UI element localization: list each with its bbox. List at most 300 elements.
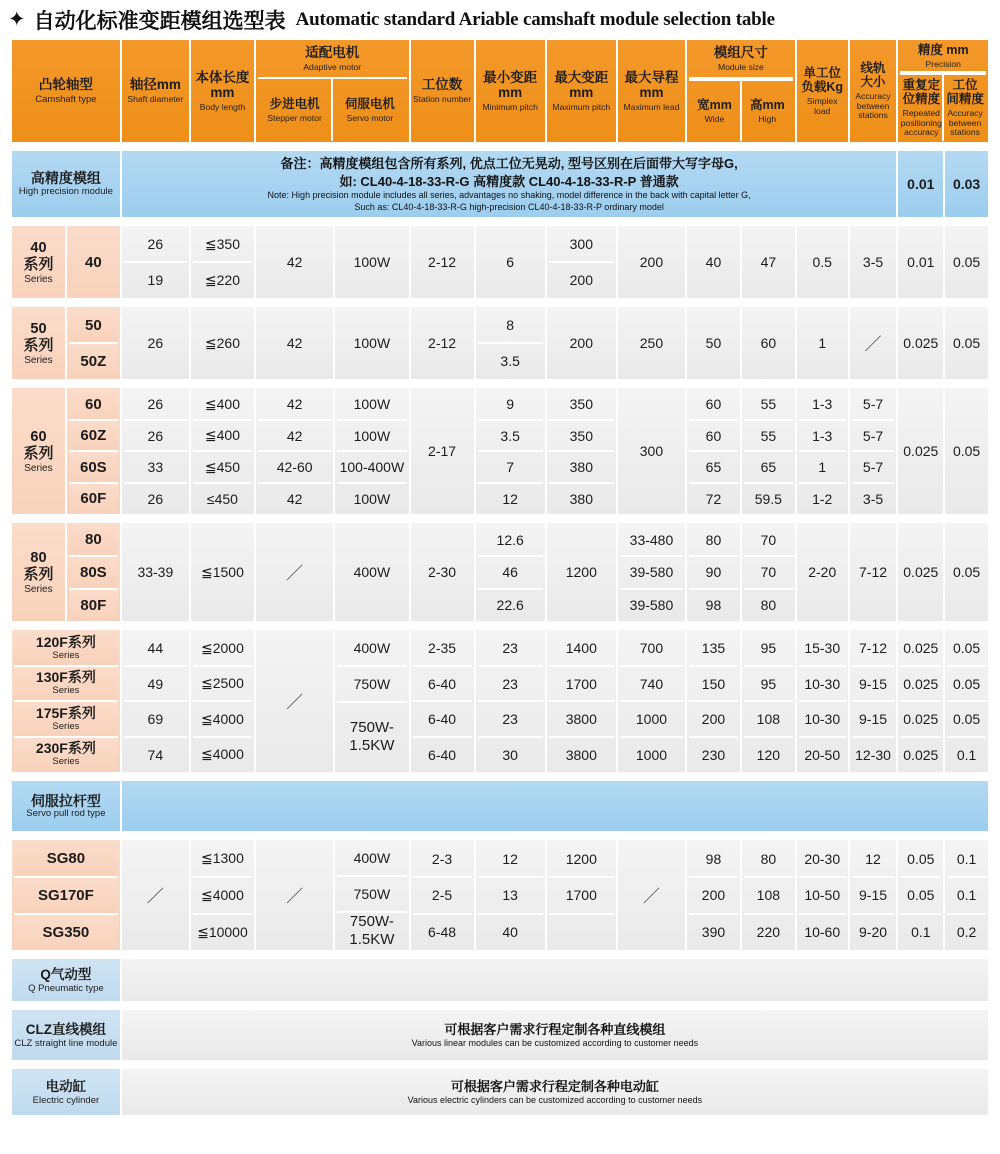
series-60-maximum-pitch-1: 350	[569, 396, 593, 413]
series-sg-wide	[687, 840, 740, 950]
series-50-rail-size	[850, 307, 897, 379]
note-en-line1: Note: High precision module includes all series, advantages no shaking, model difference in the back with capital letter G,	[267, 190, 751, 201]
page-title	[0, 0, 1000, 40]
series-40-num: 40	[30, 239, 47, 256]
series-f-station-number	[411, 630, 474, 772]
series-60-high-2: 55	[744, 419, 793, 451]
series-60-stepper-motor	[256, 388, 333, 514]
series-sg-model-3: SG350	[14, 913, 118, 950]
series-80-maximum-lead	[618, 523, 685, 621]
header-camshaft-type	[12, 40, 120, 142]
series-60-num: 60	[30, 428, 47, 445]
cylinder-row	[12, 1069, 988, 1115]
series-60-simplex-load-4: 1-2	[799, 482, 846, 514]
series-60-minimum-pitch	[476, 388, 545, 514]
header-abs-cn2: 间精度	[946, 92, 984, 107]
series-80-model-1: 80	[69, 524, 118, 555]
series-60-stepper-motor-1: 42	[286, 396, 303, 413]
series-60-shaft-diameter	[122, 388, 189, 514]
header-repeated-positioning-accuracy	[900, 75, 944, 141]
series-80-wide-2: 90	[689, 555, 738, 588]
pneumatic-body	[122, 959, 988, 1001]
series-f-rpa-1: 0.025	[903, 640, 939, 657]
series-f-label-3-en: Series	[52, 720, 80, 732]
series-sg-station-number-3: 6-48	[413, 913, 472, 950]
series-60-en: Series	[24, 462, 53, 474]
series-80-stepper-motor	[256, 523, 333, 621]
series-80-body-length: ≦1500	[191, 523, 254, 621]
pneumatic-label-en: Q Pneumatic type	[28, 982, 104, 994]
series-f-abs	[945, 630, 988, 772]
header-simplex-load-en: Simplex load	[806, 95, 838, 116]
series-80-shaft-diameter: 33-39	[122, 523, 189, 621]
series-40-body-length-2: ≦220	[193, 261, 252, 297]
series-60-stepper-motor-2: 42	[258, 419, 331, 451]
series-f-label-2-cn: 130F系列	[35, 669, 96, 686]
series-80-cn: 系列	[23, 566, 54, 584]
series-sg-maximum-pitch-2: 1700	[549, 876, 614, 913]
series-f-high-4: 120	[744, 736, 793, 772]
header-maximum-lead-cn: 最大导程	[624, 69, 679, 85]
series-sg-station-number-2: 2-5	[413, 876, 472, 913]
series-40-model: 40	[67, 226, 120, 298]
series-80-en: Series	[24, 583, 53, 595]
series-50-en: Series	[24, 354, 53, 366]
series-60-shaft-diameter-4: 26	[124, 482, 187, 514]
series-sg-body-length-2: ≦4000	[193, 876, 252, 913]
series-80-high-1: 70	[760, 531, 777, 548]
series-60-models	[67, 388, 120, 514]
series-60-body-length-3: ≦450	[193, 450, 252, 482]
header-station-number	[411, 40, 474, 142]
series-60-shaft-diameter-3: 33	[124, 450, 187, 482]
series-60-station-number: 2-17	[411, 388, 474, 514]
series-f-station-number-1: 2-35	[428, 640, 457, 657]
series-50-minimum-pitch	[476, 307, 545, 379]
series-80-maximum-lead-1: 33-480	[629, 531, 674, 548]
header-rail-size-cn2: 大小	[860, 75, 886, 90]
series-40-en: Series	[24, 273, 53, 285]
series-sg-wide-2: 200	[689, 876, 738, 913]
page-title-cn: 自动化标准变距模组选型表	[33, 10, 286, 33]
header-maximum-pitch-cn: 最大变距	[554, 69, 609, 85]
header-wide-en: Wide	[704, 113, 725, 124]
series-f-abs-3: 0.05	[947, 700, 986, 736]
series-60-minimum-pitch-4: 12	[478, 482, 543, 514]
series-f-rail-size-2: 9-15	[852, 665, 895, 701]
series-50-servo-motor: 100W	[335, 307, 408, 379]
series-f-labels	[12, 630, 120, 772]
series-60-maximum-pitch-4: 380	[549, 482, 614, 514]
header-stepper-motor-en: Stepper motor	[267, 112, 322, 123]
series-80-minimum-pitch-3: 22.6	[478, 588, 543, 621]
series-f-wide-1: 135	[701, 640, 726, 657]
clz-body-cn: 可根据客户需求行程定制各种直线模组	[444, 1021, 666, 1037]
series-50-label	[12, 307, 65, 379]
series-sg-station-number	[411, 840, 474, 950]
series-60-model-2: 60Z	[69, 419, 118, 451]
series-sg-abs-3: 0.2	[947, 913, 986, 950]
series-60-servo-motor-1: 100W	[353, 396, 391, 413]
header-maximum-lead-en: Maximum lead	[623, 101, 680, 112]
series-sg-high	[742, 840, 795, 950]
high-precision-label-en: High precision module	[18, 186, 113, 198]
series-f-servo-motor-merged: 750W-1.5KW	[337, 701, 406, 771]
series-sg-servo-motor-3: 750W-1.5KW	[337, 911, 406, 949]
header-shaft-diameter-cn: 轴径mm	[129, 77, 181, 93]
series-80-maximum-lead-3: 39-580	[620, 588, 683, 621]
series-f-wide-3: 200	[689, 700, 738, 736]
series-sg-abs-1: 0.1	[956, 850, 977, 867]
slash-icon: ／	[286, 563, 304, 583]
series-sg-servo-motor-2: 750W	[337, 875, 406, 911]
series-50-wide: 50	[687, 307, 740, 379]
series-50-station-number: 2-12	[411, 307, 474, 379]
clz-row	[12, 1010, 988, 1060]
series-f-servo-motor-2: 750W	[337, 665, 406, 701]
series-60-rail-size-1: 5-7	[862, 396, 884, 413]
series-40-body-length	[191, 226, 254, 298]
series-60-model-3: 60S	[69, 450, 118, 482]
series-60-maximum-pitch-3: 380	[549, 450, 614, 482]
servo-pull-rod-label	[12, 781, 120, 831]
series-f-simplex-load-2: 10-30	[799, 665, 846, 701]
page-title-en: Automatic standard Ariable camshaft module selection table	[295, 9, 775, 30]
series-50-high: 60	[742, 307, 795, 379]
cylinder-body-en: Various electric cylinders can be customized according to customer needs	[407, 1095, 703, 1106]
series-80-minimum-pitch	[476, 523, 545, 621]
header-precision-group	[898, 40, 988, 142]
series-60-servo-motor-4: 100W	[337, 482, 406, 514]
series-50-minimum-pitch-2: 3.5	[478, 342, 543, 378]
series-sg-wide-1: 98	[705, 850, 722, 867]
series-40-rail-size: 3-5	[850, 226, 897, 298]
series-50-abs: 0.05	[945, 307, 988, 379]
pneumatic-row	[12, 959, 988, 1001]
series-sg-row	[12, 840, 988, 950]
series-f-high-1: 95	[760, 640, 777, 657]
series-60-body-length-1: ≦400	[204, 395, 240, 412]
header-simplex-load-cn: 单工位	[803, 65, 841, 80]
cylinder-body	[122, 1069, 988, 1115]
series-sg-body-length	[191, 840, 254, 950]
header-rpa-cn2: 位精度	[902, 92, 941, 107]
series-50-maximum-pitch: 200	[547, 307, 616, 379]
series-f-label-1-en: Series	[52, 649, 80, 661]
clz-label-cn: CLZ直线模组	[25, 1021, 107, 1037]
series-sg-abs	[945, 840, 988, 950]
series-80-high	[742, 523, 795, 621]
series-sg-rail-size	[850, 840, 897, 950]
header-body-length-en: Body length	[199, 101, 246, 112]
series-40-high: 47	[742, 226, 795, 298]
header-module-size-en: Module size	[717, 62, 764, 73]
series-f-label-1	[14, 631, 118, 665]
header-stepper-motor	[258, 79, 333, 141]
slash-icon: ／	[286, 692, 304, 712]
series-60-abs: 0.05	[945, 388, 988, 514]
series-f-label-2-en: Series	[52, 685, 80, 697]
series-80-wide	[687, 523, 740, 621]
header-camshaft-type-en: Camshaft type	[35, 93, 97, 105]
series-f-label-4-cn: 230F系列	[35, 740, 96, 757]
series-60-label	[12, 388, 65, 514]
high-precision-abs: 0.03	[945, 151, 988, 217]
series-sg-maximum-lead	[618, 840, 685, 950]
header-maximum-pitch-unit: mm	[569, 84, 594, 100]
series-50-minimum-pitch-1: 8	[506, 317, 515, 334]
header-station-number-en: Station number	[412, 94, 472, 105]
series-sg-simplex-load-1: 20-30	[804, 850, 841, 867]
series-f-rail-size-3: 9-15	[852, 700, 895, 736]
series-sg-rail-size-3: 9-20	[852, 913, 895, 950]
series-f-stepper-motor	[256, 630, 333, 772]
series-60-model-1: 60	[69, 389, 118, 419]
header-servo-motor	[333, 79, 406, 141]
series-60-high-1: 55	[760, 396, 777, 413]
series-50-maximum-lead: 250	[618, 307, 685, 379]
series-60-servo-motor-3: 100-400W	[337, 450, 406, 482]
note-cn-line2: 如: CL40-4-18-33-R-G 高精度款 CL40-4-18-33-R-P 普通款	[339, 173, 679, 189]
series-f-body-length-3: ≦4000	[193, 700, 252, 736]
series-sg-servo-motor	[335, 840, 408, 950]
series-60-high-3: 65	[744, 450, 793, 482]
slash-icon: ／	[642, 886, 660, 906]
series-60-rail-size-4: 3-5	[852, 482, 895, 514]
header-servo-motor-cn: 伺服电机	[344, 96, 395, 111]
header-wide-cn: 宽mm	[697, 97, 732, 112]
note-cn-line1: 备注：高精度模组包含所有系列, 优点工位无晃动, 型号区别在后面带大写字母G,	[280, 156, 738, 171]
series-60-rail-size-2: 5-7	[852, 419, 895, 451]
series-f-station-number-3: 6-40	[413, 700, 472, 736]
series-80-maximum-lead-2: 39-580	[620, 555, 683, 588]
series-80-models	[67, 523, 120, 621]
series-sg-rail-size-2: 9-15	[852, 876, 895, 913]
series-f-abs-1: 0.05	[952, 640, 981, 657]
servo-pull-rod-label-cn: 伺服拉杆型	[30, 792, 101, 809]
series-80-wide-1: 80	[705, 531, 722, 548]
series-50-rpa: 0.025	[898, 307, 943, 379]
header-abs-en: Accuracy between stations	[947, 108, 983, 138]
series-60-model-4: 60F	[69, 482, 118, 514]
series-sg-maximum-pitch	[547, 840, 616, 950]
header-body-length-unit: mm	[210, 84, 235, 100]
series-f-rpa-3: 0.025	[900, 700, 941, 736]
series-f-simplex-load-1: 15-30	[804, 640, 841, 657]
servo-pull-rod-banner	[122, 781, 988, 831]
high-precision-note	[122, 151, 897, 217]
series-40-servo-motor: 100W	[335, 226, 408, 298]
series-60-simplex-load	[797, 388, 848, 514]
series-sg-maximum-pitch-3	[549, 913, 614, 950]
series-50-shaft-diameter: 26	[122, 307, 189, 379]
header-accuracy-between-stations	[944, 75, 986, 141]
series-60-shaft-diameter-2: 26	[124, 419, 187, 451]
series-f-station-number-4: 6-40	[413, 736, 472, 772]
series-f-maximum-pitch	[547, 630, 616, 772]
high-precision-label	[12, 151, 120, 217]
header-rpa-cn: 重复定	[902, 78, 941, 93]
series-f-body-length-4: ≦4000	[193, 736, 252, 772]
series-f-rail-size	[850, 630, 897, 772]
series-80-maximum-pitch: 1200	[547, 523, 616, 621]
series-sg-model-1: SG80	[14, 841, 118, 876]
series-80-num: 80	[30, 549, 47, 566]
series-40-shaft-diameter-1: 26	[147, 236, 164, 253]
series-f-simplex-load-3: 10-30	[799, 700, 846, 736]
servo-pull-rod-label-en: Servo pull rod type	[26, 808, 106, 820]
series-sg-models	[12, 840, 120, 950]
series-50-simplex-load: 1	[797, 307, 848, 379]
series-40-body-length-1: ≦350	[204, 235, 240, 252]
header-servo-motor-en: Servo motor	[346, 112, 394, 123]
header-maximum-lead-unit: mm	[639, 84, 664, 100]
header-high-en: High	[758, 113, 777, 124]
series-f-maximum-pitch-3: 3800	[549, 700, 614, 736]
series-sg-rpa-2: 0.05	[900, 876, 941, 913]
cylinder-label	[12, 1069, 120, 1115]
series-40-minimum-pitch: 6	[476, 226, 545, 298]
series-sg-body-length-3: ≦10000	[193, 913, 252, 950]
servo-pull-rod-row	[12, 781, 988, 831]
header-rail-size-en: Accuracy between stations	[855, 91, 891, 121]
header-body-length	[191, 40, 254, 142]
series-40-rpa: 0.01	[898, 226, 943, 298]
series-f-label-4-en: Series	[52, 756, 80, 768]
series-sg-rpa-1: 0.05	[907, 850, 935, 867]
series-40-shaft-diameter	[122, 226, 189, 298]
series-f-station-number-2: 6-40	[413, 665, 472, 701]
series-f-wide-4: 230	[689, 736, 738, 772]
series-f-rpa-2: 0.025	[900, 665, 941, 701]
series-f-shaft-diameter-1: 44	[147, 640, 164, 657]
series-sg-rail-size-1: 12	[865, 850, 881, 867]
series-40-maximum-pitch	[547, 226, 616, 298]
series-60-high	[742, 388, 795, 514]
star-icon: ✦	[8, 7, 26, 31]
series-60-wide-3: 65	[689, 450, 738, 482]
clz-body-en: Various linear modules can be customized according to customer needs	[411, 1038, 699, 1049]
series-f-servo-motor	[335, 630, 408, 772]
pneumatic-label	[12, 959, 120, 1001]
series-60-rail-size-3: 5-7	[852, 450, 895, 482]
series-sg-maximum-pitch-1: 1200	[565, 850, 597, 867]
series-60-rpa: 0.025	[898, 388, 943, 514]
series-60-rail-size	[850, 388, 897, 514]
series-f-high-2: 95	[744, 665, 793, 701]
series-f-shaft-diameter-3: 69	[124, 700, 187, 736]
series-sg-body-length-1: ≦1300	[201, 850, 244, 867]
header-minimum-pitch-unit: mm	[498, 84, 523, 100]
series-80-abs: 0.05	[945, 523, 988, 621]
cylinder-label-cn: 电动缸	[45, 1078, 87, 1094]
series-60-maximum-lead: 300	[618, 388, 685, 514]
series-f-high	[742, 630, 795, 772]
series-sg-simplex-load-3: 10-60	[799, 913, 846, 950]
header-shaft-diameter	[122, 40, 189, 142]
series-f-label-1-cn: 120F系列	[35, 633, 96, 650]
series-f-maximum-pitch-2: 1700	[549, 665, 614, 701]
series-sg-rpa-3: 0.1	[900, 913, 941, 950]
series-60-simplex-load-1: 1-3	[812, 396, 833, 413]
header-maximum-pitch	[547, 40, 616, 142]
series-60-body-length-2: ≦400	[193, 419, 252, 451]
series-50-row	[12, 307, 988, 379]
header-maximum-pitch-en: Maximum pitch	[552, 101, 611, 112]
series-40-simplex-load: 0.5	[797, 226, 848, 298]
series-60-minimum-pitch-3: 7	[478, 450, 543, 482]
high-precision-rpa: 0.01	[898, 151, 943, 217]
series-80-minimum-pitch-2: 46	[478, 555, 543, 588]
series-50-num: 50	[30, 320, 47, 337]
header-rpa-en: Repeated positioning accuracy	[900, 108, 942, 138]
series-f-shaft-diameter-2: 49	[124, 665, 187, 701]
series-sg-abs-2: 0.1	[947, 876, 986, 913]
series-f-rail-size-4: 12-30	[852, 736, 895, 772]
header-precision-en: Precision	[925, 58, 961, 69]
series-80-simplex-load: 2-20	[797, 523, 848, 621]
series-f-rpa	[898, 630, 943, 772]
series-60-stepper-motor-3: 42-60	[258, 450, 331, 482]
series-50-body-length: ≦260	[191, 307, 254, 379]
series-80-row	[12, 523, 988, 621]
series-60-simplex-load-2: 1-3	[799, 419, 846, 451]
series-60-shaft-diameter-1: 26	[147, 396, 164, 413]
series-f-servo-motor-1: 400W	[353, 640, 391, 657]
clz-label-en: CLZ straight line module	[14, 1037, 118, 1049]
series-f-label-3	[14, 700, 118, 736]
series-60-high-4: 59.5	[744, 482, 793, 514]
series-80-rail-size: 7-12	[850, 523, 897, 621]
table-header-row	[12, 40, 988, 142]
series-60-cn: 系列	[23, 445, 54, 463]
header-module-size-group	[687, 40, 795, 142]
series-f-wide-2: 150	[689, 665, 738, 701]
series-f-label-2	[14, 665, 118, 701]
clz-label	[12, 1010, 120, 1060]
header-adaptive-motor-en: Adaptive motor	[303, 62, 362, 73]
series-sg-model-2: SG170F	[14, 876, 118, 913]
series-40-cn: 系列	[23, 256, 54, 274]
header-minimum-pitch	[476, 40, 545, 142]
series-50-model-2: 50Z	[69, 342, 118, 378]
series-60-wide	[687, 388, 740, 514]
series-f-row	[12, 630, 988, 772]
series-f-abs-2: 0.05	[947, 665, 986, 701]
series-f-maximum-pitch-1: 1400	[565, 640, 597, 657]
series-80-high-3: 80	[744, 588, 793, 621]
series-80-high-2: 70	[744, 555, 793, 588]
series-60-minimum-pitch-1: 9	[506, 396, 515, 413]
series-60-body-length-4: ≤450	[193, 482, 252, 514]
header-adaptive-motor-cn: 适配电机	[305, 45, 360, 61]
series-sg-rpa	[898, 840, 943, 950]
series-f-body-length-2: ≦2500	[193, 665, 252, 701]
header-high-cn: 高mm	[749, 97, 785, 112]
header-station-number-cn: 工位数	[421, 77, 463, 93]
high-precision-row	[12, 151, 988, 217]
header-minimum-pitch-cn: 最小变距	[483, 69, 538, 85]
cylinder-body-cn: 可根据客户需求行程定制各种电动缸	[450, 1078, 659, 1094]
series-sg-servo-motor-1: 400W	[353, 850, 391, 867]
series-sg-simplex-load	[797, 840, 848, 950]
series-f-shaft-diameter	[122, 630, 189, 772]
series-f-rail-size-1: 7-12	[859, 640, 888, 657]
header-abs-cn: 工位	[952, 78, 978, 93]
series-40-stepper-motor: 42	[256, 226, 333, 298]
series-60-servo-motor	[335, 388, 408, 514]
header-minimum-pitch-en: Minimum pitch	[482, 101, 538, 112]
